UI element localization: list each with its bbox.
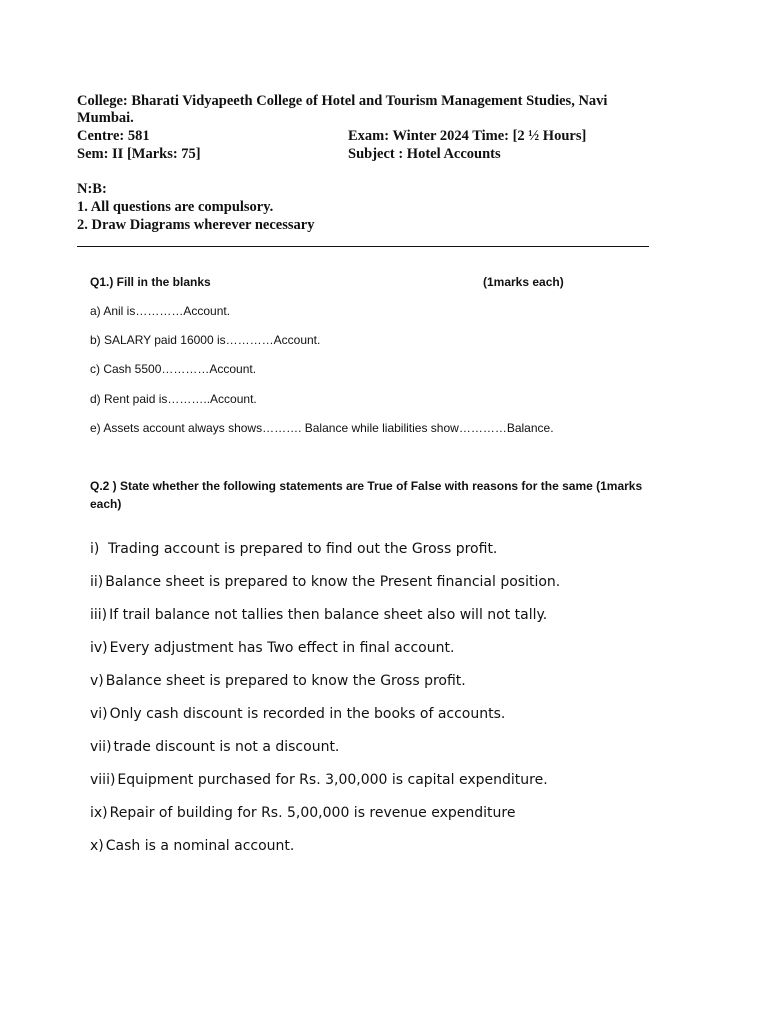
q1-item: d) Rent paid is………..Account.: [90, 392, 257, 406]
q2-item-number: i): [90, 541, 100, 557]
q2-item-number: v): [90, 673, 104, 689]
q2-item-number: vi): [90, 706, 108, 722]
q2-item-text: Every adjustment has Two effect in final account.: [109, 640, 455, 656]
q2-item-number: ix): [90, 805, 108, 821]
q2-item: [90, 739, 339, 755]
nb-label: N:B:: [77, 181, 107, 197]
q1-item: e) Assets account always shows………. Balance while liabilities show…………Balance.: [90, 421, 554, 435]
q2-item-number: ii): [90, 574, 104, 590]
q2-item-text: Only cash discount is recorded in the books of accounts.: [109, 706, 506, 722]
q2-item-text: Trading account is prepared to find out the Gross profit.: [108, 541, 498, 557]
q2-item-text: Cash is a nominal account.: [105, 838, 295, 854]
q2-item: [90, 607, 547, 623]
college-name-line2: Mumbai.: [77, 110, 134, 126]
q2-item-number: viii): [90, 772, 116, 788]
q2-item-text: Balance sheet is prepared to know the Gross profit.: [105, 673, 466, 689]
q2-item: [90, 805, 515, 821]
semester-marks-label: Sem: II [Marks: 75]: [77, 146, 201, 162]
q2-title-line1: Q.2 ) State whether the following statements are True of False with reasons for the same (1marks: [90, 479, 643, 493]
q2-title-line2: each): [90, 497, 122, 511]
q2-item: [90, 574, 560, 590]
q2-item-text: Repair of building for Rs. 5,00,000 is revenue expenditure: [109, 805, 516, 821]
centre-label: Centre: 581: [77, 128, 150, 144]
q1-title: Q1.) Fill in the blanks: [90, 275, 211, 289]
q2-item: [90, 541, 497, 557]
exam-time-label: Exam: Winter 2024 Time: [2 ½ Hours]: [348, 128, 587, 144]
q2-item-text: Balance sheet is prepared to know the Present financial position.: [105, 574, 561, 590]
q2-item-number: x): [90, 838, 104, 854]
q1-marks: (1marks each): [483, 275, 564, 289]
q1-item: c) Cash 5500…………Account.: [90, 362, 257, 376]
q2-item: [90, 673, 466, 689]
q2-item-number: iii): [90, 607, 108, 623]
q2-item-number: vii): [90, 739, 112, 755]
instruction-item: 2. Draw Diagrams wherever necessary: [77, 217, 315, 233]
q2-item-text: If trail balance not tallies then balance sheet also will not tally.: [109, 607, 548, 623]
q2-item: [90, 706, 505, 722]
q2-item: [90, 772, 548, 788]
q2-item-text: trade discount is not a discount.: [113, 739, 340, 755]
header-divider: [77, 246, 649, 247]
q2-item: [90, 640, 454, 656]
instruction-item: 1. All questions are compulsory.: [77, 199, 274, 215]
q1-item: a) Anil is…………Account.: [90, 304, 231, 318]
subject-label: Subject : Hotel Accounts: [348, 146, 501, 162]
q2-item: [90, 838, 294, 854]
q2-item-text: Equipment purchased for Rs. 3,00,000 is capital expenditure.: [117, 772, 548, 788]
q2-item-number: iv): [90, 640, 108, 656]
college-name-line1: College: Bharati Vidyapeeth College of Hotel and Tourism Management Studies, Navi: [77, 93, 608, 109]
q1-item: b) SALARY paid 16000 is…………Account.: [90, 333, 321, 347]
